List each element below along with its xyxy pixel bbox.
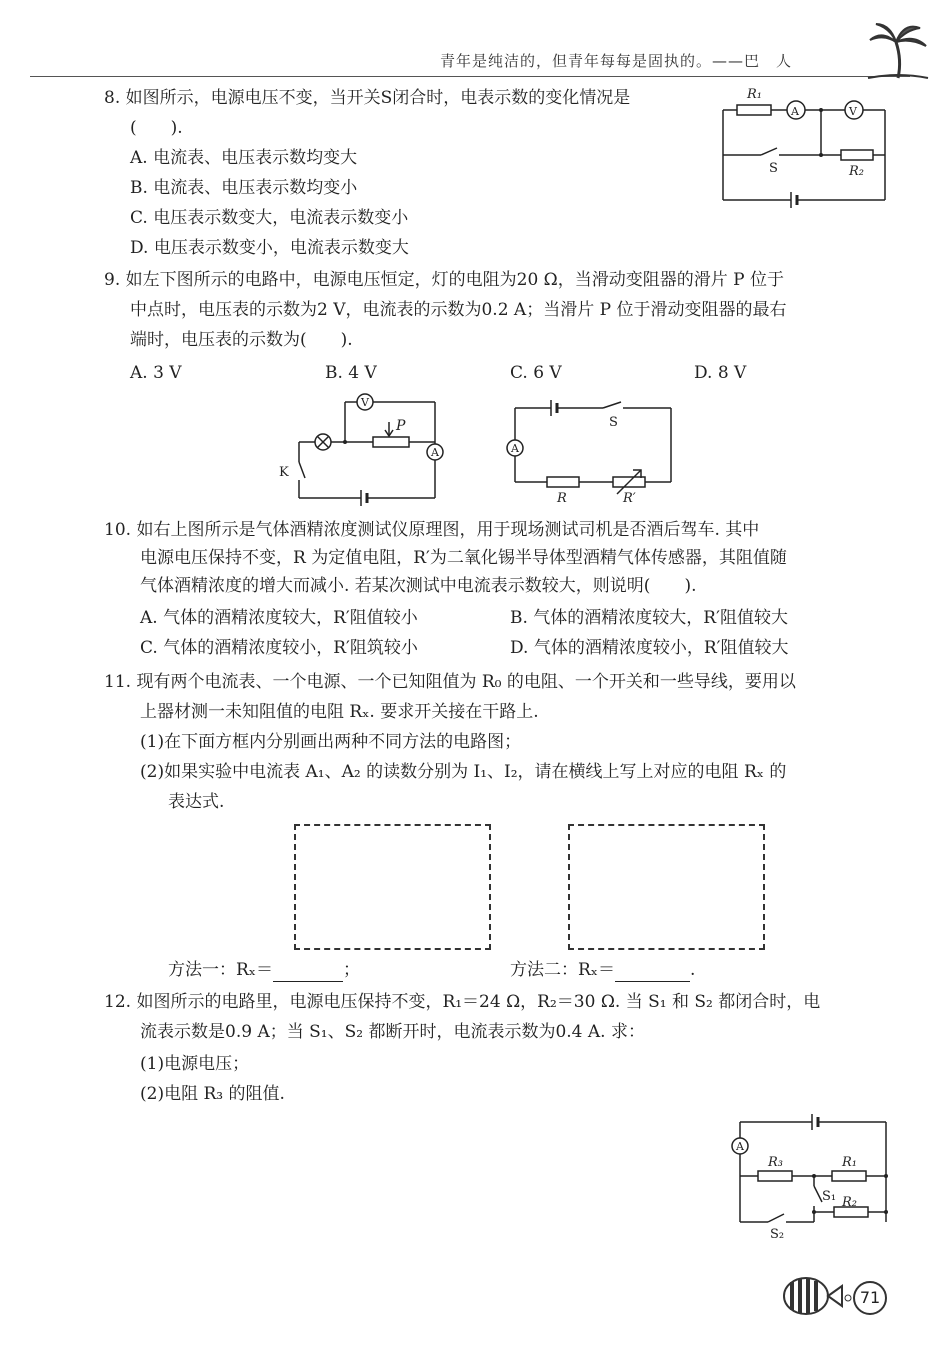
q8-option-b: B. 电流表、电压表示数均变小 — [130, 178, 358, 198]
q11-method2-label: 方法二：Rₓ＝ — [510, 960, 616, 980]
q12-s2-label: S₂ — [770, 1227, 785, 1242]
q11-method1-drawing-box[interactable] — [294, 824, 491, 950]
q11-method1-label: 方法一：Rₓ＝ — [168, 960, 274, 980]
q11-method1-answer-blank[interactable] — [273, 963, 343, 982]
q11-method2-drawing-box[interactable] — [568, 824, 765, 950]
q12-ammeter-label: A — [736, 1140, 744, 1153]
q9-line-1: 9. 如左下图所示的电路中，电源电压恒定，灯的电阻为20 Ω，当滑动变阻器的滑片 P 位于 — [104, 270, 784, 290]
q10-ammeter-label: A — [511, 442, 519, 455]
q8-paren: ( ). — [130, 118, 183, 138]
q8-voltmeter-label: V — [849, 105, 857, 118]
q11-line-2: 上器材测一未知阻值的电阻 Rₓ. 要求开关接在干路上. — [140, 702, 539, 722]
q8-r1-resistor — [737, 105, 771, 115]
q11-method2-answer-blank[interactable] — [615, 963, 690, 982]
q10-rprime-label: R′ — [623, 491, 636, 506]
q8-r2-label: R₂ — [849, 164, 864, 179]
q8-switch-label: S — [769, 161, 778, 176]
fish-icon — [778, 1272, 858, 1322]
q9-circuit-diagram — [279, 392, 445, 502]
q11-line-4: (2)如果实验中电流表 A₁、A₂ 的读数分别为 I₁、I₂，请在横线上写上对应的电阻 Rₓ 的 — [140, 762, 787, 782]
header-quote: 青年是纯洁的，但青年每每是固执的。——巴 人 — [440, 52, 793, 70]
q11-method2 — [510, 958, 695, 982]
q8-stem: 8. 如图所示，电源电压不变，当开关S闭合时，电表示数的变化情况是 — [104, 88, 631, 108]
page-number: 71 — [859, 1288, 881, 1307]
q12-r1-label: R₁ — [842, 1155, 857, 1170]
q9-line-3: 端时，电压表的示数为( ). — [130, 330, 353, 350]
q9-line-2: 中点时，电压表的示数为2 V，电流表的示数为0.2 A；当滑片 P 位于滑动变阻器的最右 — [130, 300, 787, 320]
q12-s1-label: S₁ — [822, 1189, 837, 1204]
q12-line-3: (1)电源电压； — [140, 1054, 250, 1074]
q10-line-1: 10. 如右上图所示是气体酒精浓度测试仪原理图，用于现场测试司机是否酒后驾车. 其中 — [104, 520, 760, 540]
q9-switch-label: K — [279, 465, 289, 480]
header-rule — [30, 76, 910, 77]
q10-option-b: B. 气体的酒精浓度较大，R′阻值较大 — [510, 608, 788, 628]
q10-switch-label: S — [609, 415, 618, 430]
q12-circuit-diagram — [728, 1110, 888, 1240]
q10-option-d: D. 气体的酒精浓度较小，R′阻值较大 — [510, 638, 789, 658]
q11-line-1: 11. 现有两个电流表、一个电源、一个已知阻值为 R₀ 的电阻、一个开关和一些导线，要用以 — [104, 672, 796, 692]
q9-option-a: A. 3 V — [130, 363, 182, 383]
q9-option-d: D. 8 V — [694, 363, 747, 383]
q10-option-c: C. 气体的酒精浓度较小，R′阻筑较小 — [140, 638, 418, 658]
q10-option-a: A. 气体的酒精浓度较大，R′阻值较小 — [140, 608, 418, 628]
q10-line-2: 电源电压保持不变，R 为定值电阻，R′为二氧化锡半导体型酒精气体传感器，其阻值随 — [140, 548, 787, 568]
q9-option-c: C. 6 V — [510, 363, 562, 383]
palm-tree-icon — [868, 20, 928, 80]
q8-switch — [761, 148, 777, 155]
q12-line-1: 12. 如图所示的电路里，电源电压保持不变，R₁＝24 Ω，R₂＝30 Ω. 当 S₁ 和 S₂ 都闭合时，电 — [104, 992, 821, 1012]
q12-r2-label: R₂ — [842, 1195, 857, 1210]
q9-voltmeter-label: V — [361, 396, 369, 409]
q8-option-a: A. 电流表、电压表示数均变大 — [130, 148, 358, 168]
q12-line-4: (2)电阻 R₃ 的阻值. — [140, 1084, 285, 1104]
q8-option-d: D. 电压表示数变小，电流表示数变大 — [130, 238, 409, 258]
q8-r1-label: R₁ — [747, 87, 762, 102]
q11-method1-end: ； — [343, 960, 361, 980]
q12-line-2: 流表示数是0.9 A；当 S₁、S₂ 都断开时，电流表示数为0.4 A. 求： — [140, 1022, 645, 1042]
q10-r-label: R — [557, 491, 567, 506]
q10-line-3: 气体酒精浓度的增大而减小. 若某次测试中电流表示数较大，则说明( ). — [140, 576, 697, 596]
q8-circuit-diagram — [715, 82, 895, 207]
q9-ammeter-label: A — [431, 446, 439, 459]
q10-circuit-diagram — [505, 402, 675, 506]
q9-option-b: B. 4 V — [325, 363, 377, 383]
q9-slider-label: P — [396, 418, 406, 434]
q12-r3-label: R₃ — [768, 1155, 783, 1170]
q11-method2-end: . — [690, 960, 696, 980]
q8-ammeter-label: A — [791, 105, 799, 118]
q11-line-3: (1)在下面方框内分别画出两种不同方法的电路图； — [140, 732, 522, 752]
q8-option-c: C. 电压表示数变大，电流表示数变小 — [130, 208, 409, 228]
q8-r2-resistor — [841, 150, 873, 160]
q11-line-5: 表达式. — [168, 792, 225, 812]
q11-method1 — [168, 958, 360, 982]
